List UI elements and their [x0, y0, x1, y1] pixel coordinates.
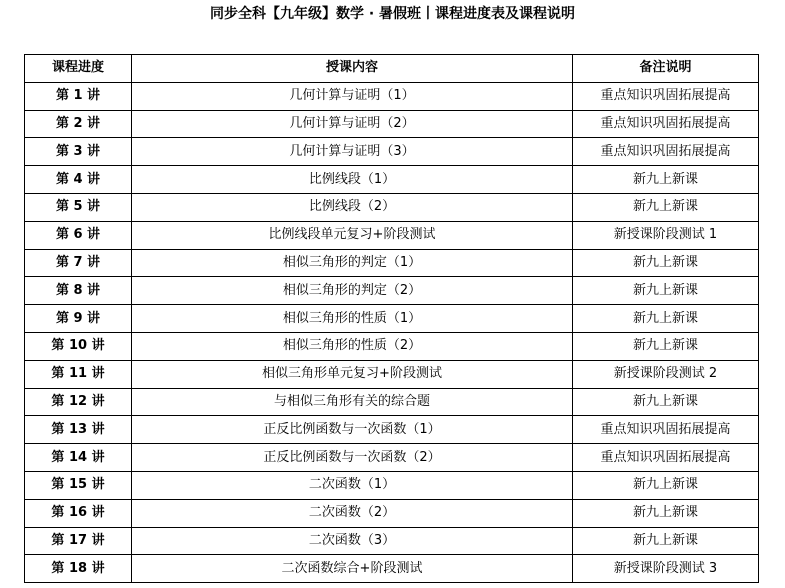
- lesson-content: 正反比例函数与一次函数（2）: [132, 444, 573, 472]
- lesson-number: 第 11 讲: [25, 360, 132, 388]
- lesson-content: 几何计算与证明（3）: [132, 138, 573, 166]
- lesson-number: 第 5 讲: [25, 193, 132, 221]
- lesson-note: 新授课阶段测试 2: [573, 360, 759, 388]
- lesson-number: 第 17 讲: [25, 527, 132, 555]
- lesson-note: 新九上新课: [573, 249, 759, 277]
- table-row: [25, 249, 759, 277]
- header-note: 备注说明: [573, 55, 759, 83]
- lesson-content: 相似三角形的性质（1）: [132, 305, 573, 333]
- lesson-content: 比例线段（1）: [132, 166, 573, 194]
- lesson-content: 相似三角形单元复习+阶段测试: [132, 360, 573, 388]
- lesson-content: 几何计算与证明（1）: [132, 82, 573, 110]
- lesson-number: 第 2 讲: [25, 110, 132, 138]
- lesson-content: 二次函数（3）: [132, 527, 573, 555]
- lesson-number: 第 12 讲: [25, 388, 132, 416]
- table-row: [25, 471, 759, 499]
- table-row: [25, 444, 759, 472]
- table-row: [25, 110, 759, 138]
- table-row: [25, 416, 759, 444]
- lesson-note: 重点知识巩固拓展提高: [573, 416, 759, 444]
- table-row: [25, 193, 759, 221]
- lesson-note: 新九上新课: [573, 305, 759, 333]
- course-schedule-table: [24, 54, 759, 583]
- table-row: [25, 305, 759, 333]
- lesson-number: 第 7 讲: [25, 249, 132, 277]
- lesson-content: 二次函数综合+阶段测试: [132, 555, 573, 583]
- lesson-note: 新九上新课: [573, 499, 759, 527]
- table-row: [25, 82, 759, 110]
- lesson-note: 新九上新课: [573, 166, 759, 194]
- lesson-number: 第 6 讲: [25, 221, 132, 249]
- lesson-note: 新九上新课: [573, 332, 759, 360]
- lesson-note: 新九上新课: [573, 471, 759, 499]
- lesson-number: 第 8 讲: [25, 277, 132, 305]
- lesson-note: 重点知识巩固拓展提高: [573, 138, 759, 166]
- lesson-note: 新授课阶段测试 3: [573, 555, 759, 583]
- lesson-number: 第 3 讲: [25, 138, 132, 166]
- page-title: 同步全科【九年级】数学 · 暑假班丨课程进度表及课程说明: [209, 6, 576, 22]
- lesson-number: 第 14 讲: [25, 444, 132, 472]
- lesson-note: 新九上新课: [573, 193, 759, 221]
- table-row: [25, 138, 759, 166]
- table-header-row: [25, 55, 759, 83]
- lesson-number: 第 9 讲: [25, 305, 132, 333]
- lesson-note: 重点知识巩固拓展提高: [573, 82, 759, 110]
- lesson-content: 二次函数（1）: [132, 471, 573, 499]
- lesson-content: 相似三角形的判定（2）: [132, 277, 573, 305]
- lesson-content: 正反比例函数与一次函数（1）: [132, 416, 573, 444]
- lesson-number: 第 16 讲: [25, 499, 132, 527]
- table-row: [25, 166, 759, 194]
- lesson-content: 相似三角形的判定（1）: [132, 249, 573, 277]
- table-row: [25, 388, 759, 416]
- lesson-content: 相似三角形的性质（2）: [132, 332, 573, 360]
- table-row: [25, 499, 759, 527]
- table-row: [25, 360, 759, 388]
- table-row: [25, 555, 759, 583]
- lesson-note: 新九上新课: [573, 388, 759, 416]
- lesson-number: 第 15 讲: [25, 471, 132, 499]
- table-row: [25, 277, 759, 305]
- lesson-content: 比例线段单元复习+阶段测试: [132, 221, 573, 249]
- lesson-number: 第 10 讲: [25, 332, 132, 360]
- lesson-note: 新九上新课: [573, 277, 759, 305]
- header-lesson: 课程进度: [25, 55, 132, 83]
- header-content: 授课内容: [132, 55, 573, 83]
- table-row: [25, 527, 759, 555]
- lesson-content: 二次函数（2）: [132, 499, 573, 527]
- lesson-note: 新九上新课: [573, 527, 759, 555]
- lesson-number: 第 18 讲: [25, 555, 132, 583]
- lesson-content: 与相似三角形有关的综合题: [132, 388, 573, 416]
- lesson-note: 新授课阶段测试 1: [573, 221, 759, 249]
- lesson-note: 重点知识巩固拓展提高: [573, 444, 759, 472]
- lesson-content: 比例线段（2）: [132, 193, 573, 221]
- table-row: [25, 221, 759, 249]
- lesson-number: 第 4 讲: [25, 166, 132, 194]
- table-row: [25, 332, 759, 360]
- lesson-number: 第 1 讲: [25, 82, 132, 110]
- lesson-number: 第 13 讲: [25, 416, 132, 444]
- lesson-note: 重点知识巩固拓展提高: [573, 110, 759, 138]
- lesson-content: 几何计算与证明（2）: [132, 110, 573, 138]
